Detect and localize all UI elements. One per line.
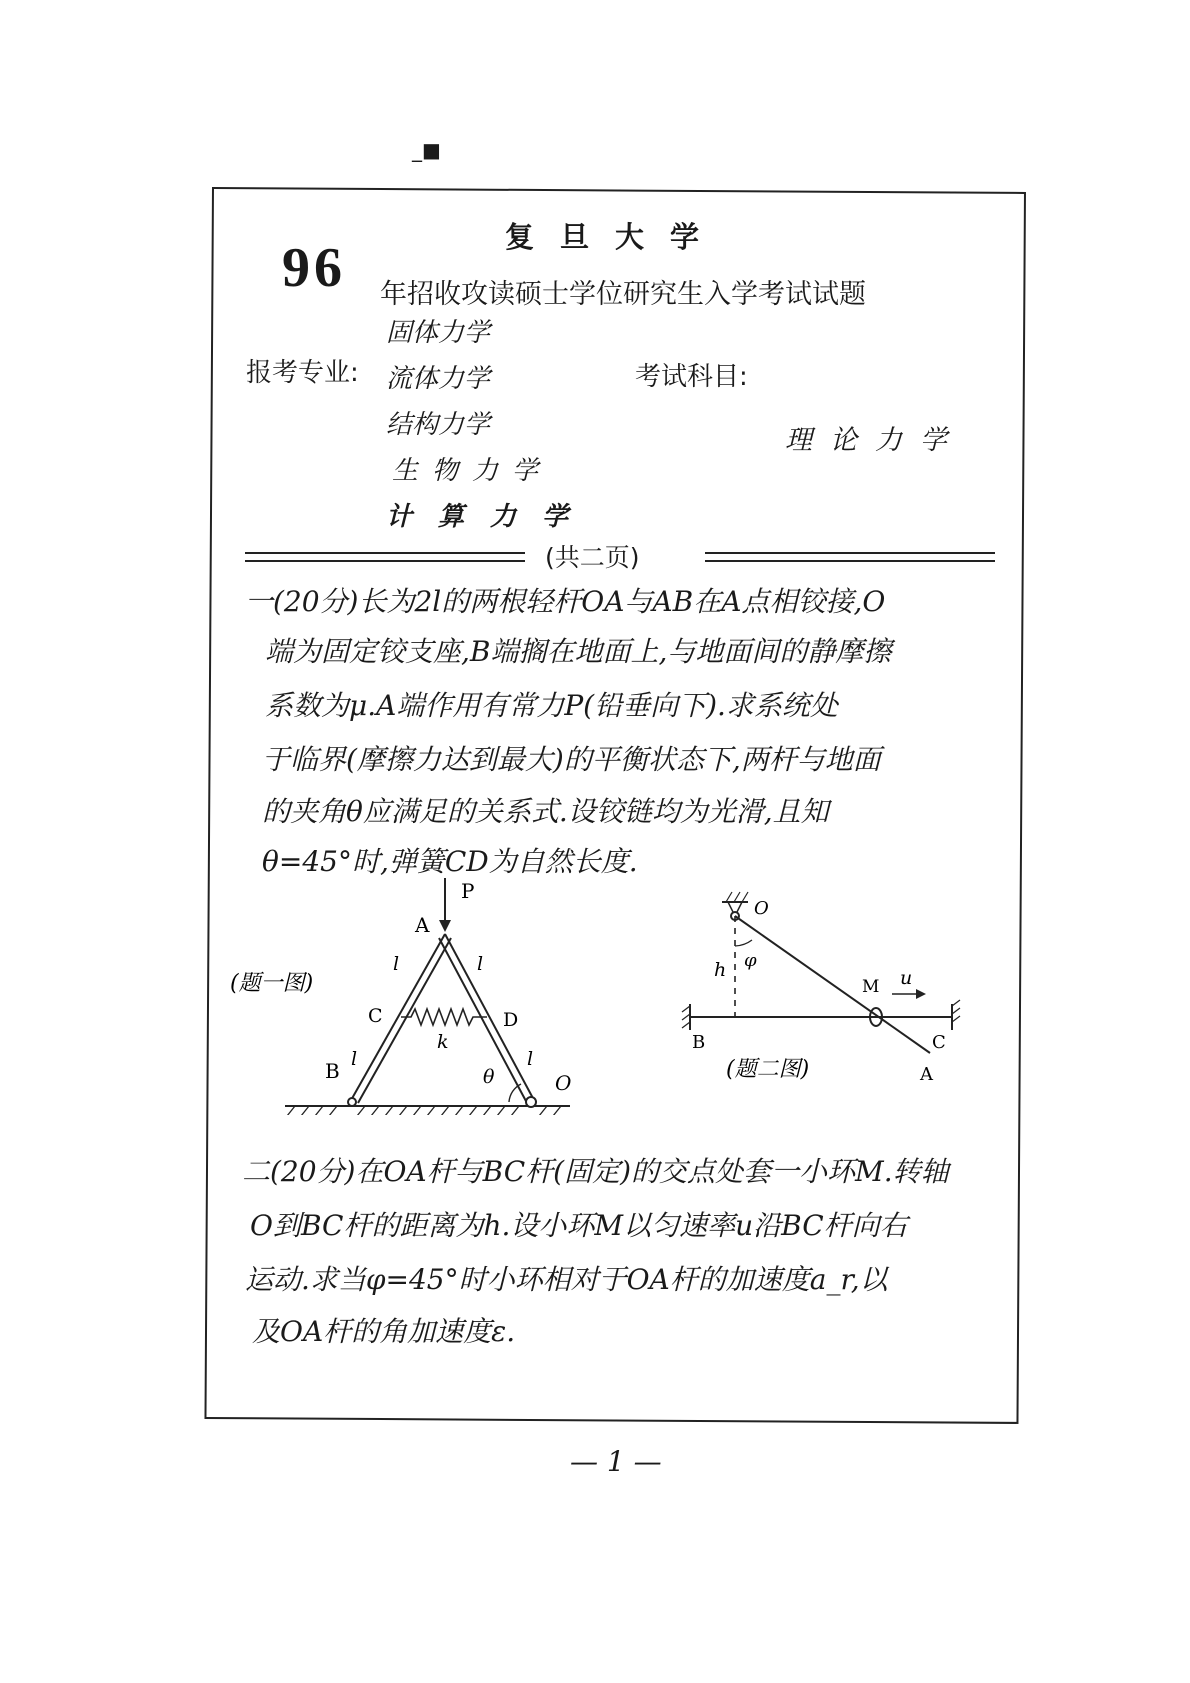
label-a: A <box>415 913 430 937</box>
page-count-divider <box>245 538 995 574</box>
page-number: — 1 — <box>570 1445 662 1478</box>
major-label: 报考专业: <box>246 358 359 388</box>
page-count: (共二页) <box>545 543 640 572</box>
major-item: 生物力学 <box>392 456 553 486</box>
label-phi: φ <box>744 950 757 971</box>
label-o: O <box>754 898 769 919</box>
label-k: k <box>437 1031 449 1053</box>
label-l: l <box>351 1048 358 1070</box>
label-d: D <box>503 1009 519 1031</box>
figure1-caption: (题一图) <box>230 971 314 996</box>
problem2-line: 运动.求当φ=45°时小环相对于OA杆的加速度a_r,以 <box>245 1263 888 1296</box>
label-h: h <box>714 959 727 981</box>
major-item: 计算力学 <box>386 502 595 532</box>
major-item: 结构力学 <box>386 410 491 440</box>
pin-o <box>526 1097 536 1107</box>
wall-right-hatching <box>952 1000 960 1022</box>
label-c: C <box>932 1032 946 1053</box>
problem2-line: 二(20分)在OA杆与BC杆(固定)的交点处套一小环M.转轴 <box>242 1155 949 1188</box>
label-c: C <box>368 1005 383 1027</box>
problem2-figure <box>670 880 990 1090</box>
university-name: 复旦大学 <box>505 220 726 254</box>
subject-label: 考试科目: <box>635 362 748 392</box>
angle-phi-arc <box>735 940 752 946</box>
major-list <box>386 310 594 540</box>
major-item: 固体力学 <box>386 318 491 348</box>
label-o: O <box>555 1071 572 1095</box>
ground-hatching <box>287 1106 561 1115</box>
force-p-arrowhead <box>439 920 451 932</box>
label-b: B <box>692 1032 706 1053</box>
problem1-line: 一(20分)长为2l的两根轻杆OA与AB在A点相铰接,O <box>245 585 886 618</box>
problem1-line: 系数为μ.A端作用有常力P(铅垂向下).求系统处 <box>265 689 838 722</box>
label-l: l <box>527 1048 534 1070</box>
wall-left-hatching <box>682 1006 690 1028</box>
velocity-u-arrowhead <box>916 989 926 999</box>
exam-title: 年招收攻读硕士学位研究生入学考试试题 <box>380 279 866 310</box>
divider-rule <box>705 552 995 562</box>
label-theta: θ <box>483 1066 495 1088</box>
problem1-line: 的夹角θ应满足的关系式.设铰链均为光滑,且知 <box>262 795 829 828</box>
end-b <box>348 1098 356 1106</box>
problem2-line: O到BC杆的距离为h.设小环M以匀速率u沿BC杆向右 <box>250 1209 908 1242</box>
problem1-line: 于临界(摩擦力达到最大)的平衡状态下,两杆与地面 <box>262 743 881 776</box>
problem2-line: 及OA杆的角加速度ε. <box>252 1315 516 1348</box>
subject-name: 理论力学 <box>785 425 965 456</box>
label-a: A <box>920 1064 933 1085</box>
divider-rule <box>245 552 525 562</box>
spring-cd <box>401 1009 487 1025</box>
label-l: l <box>477 953 484 975</box>
label-u: u <box>900 967 913 989</box>
pivot-hatching <box>726 892 748 902</box>
exam-year: 96 <box>282 237 346 299</box>
top-mark: _■ <box>412 138 441 162</box>
label-b: B <box>325 1059 340 1083</box>
label-l: l <box>393 953 400 975</box>
label-m: M <box>862 977 880 997</box>
problem1-figure <box>225 870 595 1115</box>
problem1-line: θ=45°时,弹簧CD为自然长度. <box>262 845 638 878</box>
label-p: P <box>461 879 475 903</box>
problem1-line: 端为固定铰支座,B端搁在地面上,与地面间的静摩擦 <box>265 635 892 668</box>
figure2-caption: (题二图) <box>726 1057 810 1082</box>
major-item: 流体力学 <box>386 364 491 394</box>
